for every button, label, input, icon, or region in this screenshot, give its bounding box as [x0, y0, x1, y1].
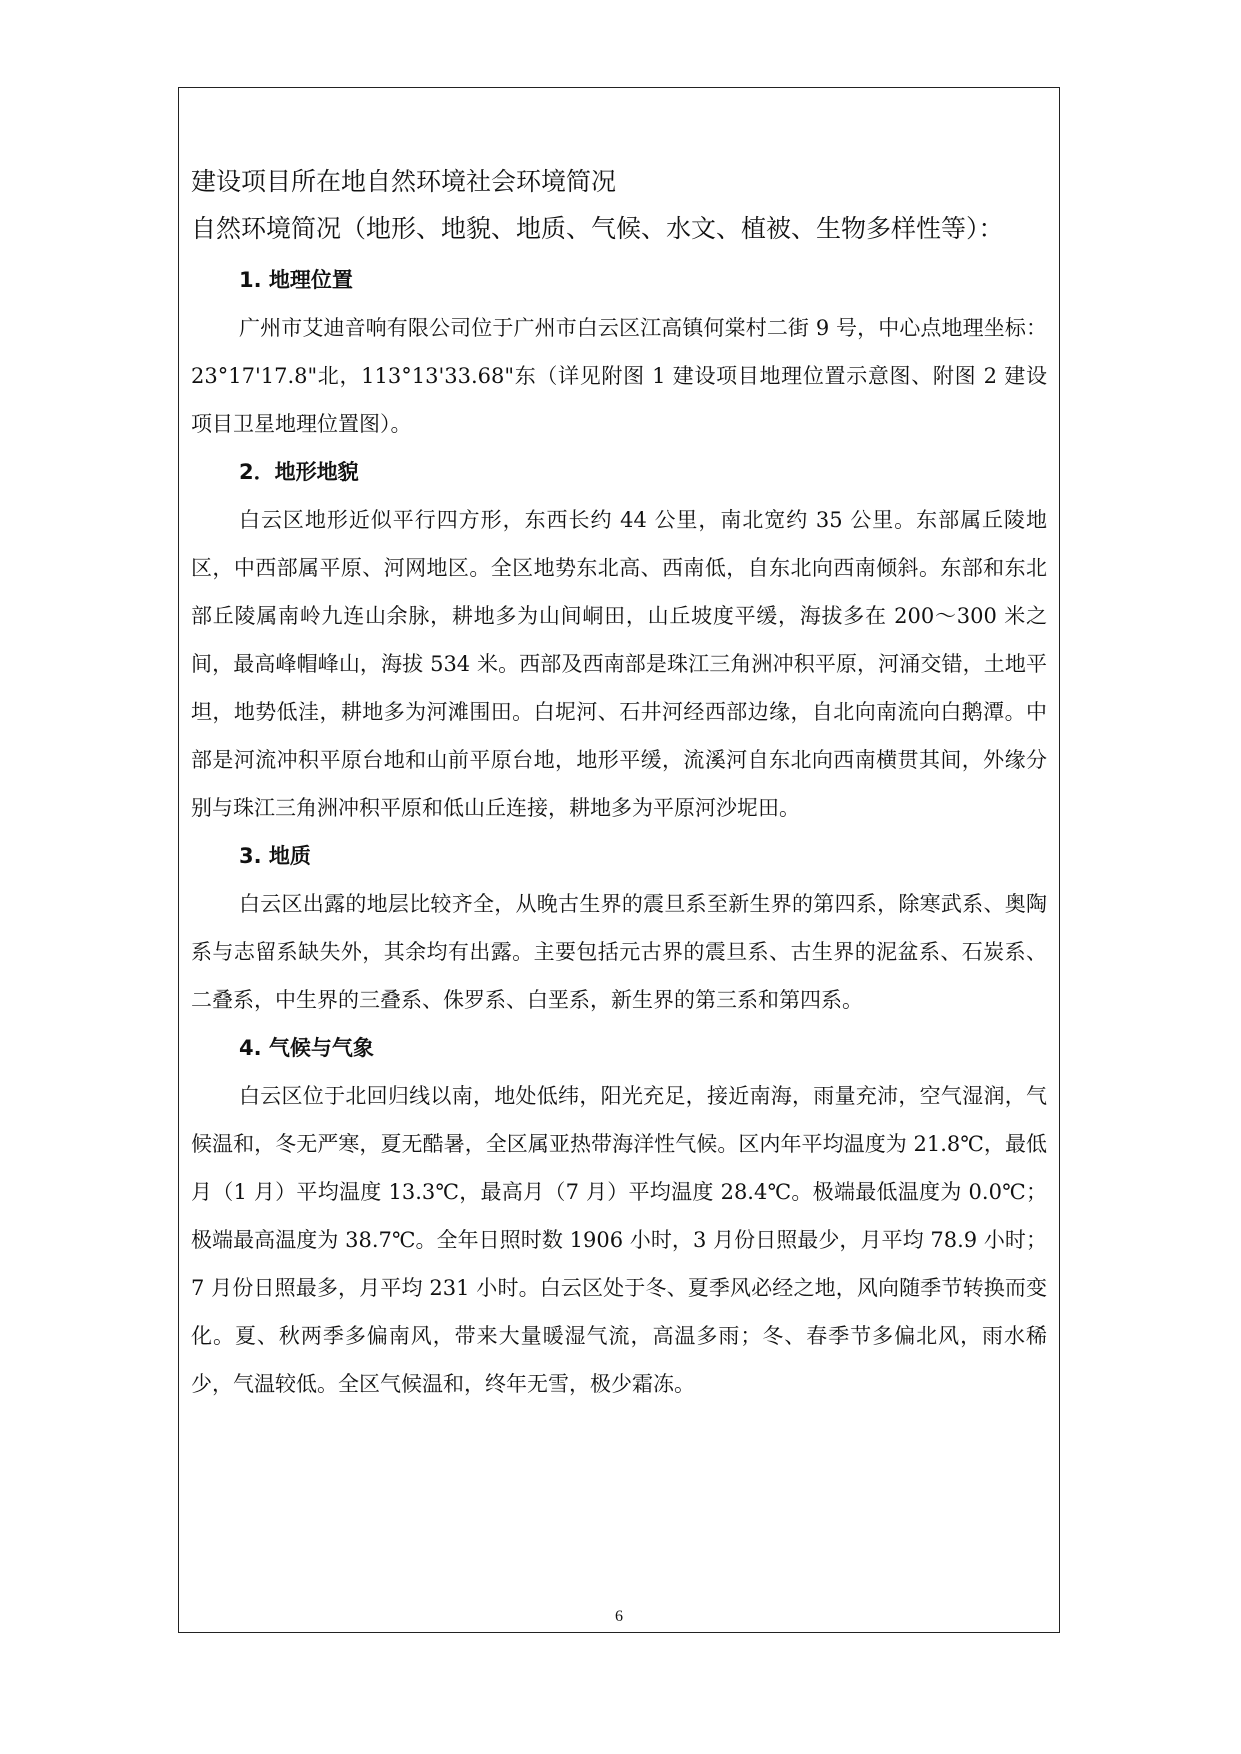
- section-title-climate: 4. 气候与气象: [239, 1036, 374, 1060]
- document-frame: [178, 87, 1060, 1633]
- section-heading-main: 建设项目所在地自然环境社会环境简况: [191, 167, 617, 196]
- paragraph-geology: 白云区出露的地层比较齐全，从晚古生界的震旦系至新生界的第四系，除寒武系、奥陶系与志留系缺失外，其余均有出露。主要包括元古界的震旦系、古生界的泥盆系、石炭系、二叠系，中生界的三叠系、侏罗系、白垩系，新生界的第三系和第四系。: [191, 892, 1047, 1012]
- paragraph-location: 广州市艾迪音响有限公司位于广州市白云区江高镇何棠村二街 9 号，中心点地理坐标： 23°17'17.8"北，113°13'33.68"东（详见附图 1 建设项目地理位置示意图、附图 2 建设项目卫星地理位置图）。: [191, 316, 1047, 436]
- section-heading-sub: 自然环境简况（地形、地貌、地质、气候、水文、植被、生物多样性等）：: [191, 214, 1004, 243]
- paragraph-terrain: 白云区地形近似平行四方形，东西长约 44 公里，南北宽约 35 公里。东部属丘陵地区，中西部属平原、河网地区。全区地势东北高、西南低，自东北向西南倾斜。东部和东北部丘陵属南岭九连山余脉，耕地多为山间峒田，山丘坡度平缓，海拔多在 200～300 米之间，最高峰帽峰山，海拔 534 米。西部及西南部是珠江三角洲冲积平原，河涌交错，土地平坦，地势低洼，耕地多为河滩围田。白坭河、石井河经西部边缘，自北向南流向白鹅潭。中部是河流冲积平原台地和山前平原台地，地形平缓，流溪河自东北向西南横贯其间，外缘分别与珠江三角洲冲积平原和低山丘连接，耕地多为平原河沙坭田。: [191, 508, 1047, 820]
- page-number: 6: [615, 1608, 623, 1625]
- section-title-geology: 3. 地质: [239, 844, 311, 868]
- section-title-terrain: 2．地形地貌: [239, 460, 359, 484]
- section-title-location: 1. 地理位置: [239, 268, 353, 292]
- paragraph-climate: 白云区位于北回归线以南，地处低纬，阳光充足，接近南海，雨量充沛，空气湿润，气候温和，冬无严寒，夏无酷暑，全区属亚热带海洋性气候。区内年平均温度为 21.8℃，最低月（1 月）平均温度 13.3℃，最高月（7 月）平均温度 28.4℃。极端最低温度为 0.0℃；极端最高温度为 38.7℃。全年日照时数 1906 小时，3 月份日照最少，月平均 78.9 小时；7 月份日照最多，月平均 231 小时。白云区处于冬、夏季风必经之地，风向随季节转换而变化。夏、秋两季多偏南风，带来大量暖湿气流，高温多雨；冬、春季节多偏北风，雨水稀少，气温较低。全区气候温和，终年无雪，极少霜冻。: [191, 1084, 1047, 1396]
- document-body: [191, 164, 1047, 1408]
